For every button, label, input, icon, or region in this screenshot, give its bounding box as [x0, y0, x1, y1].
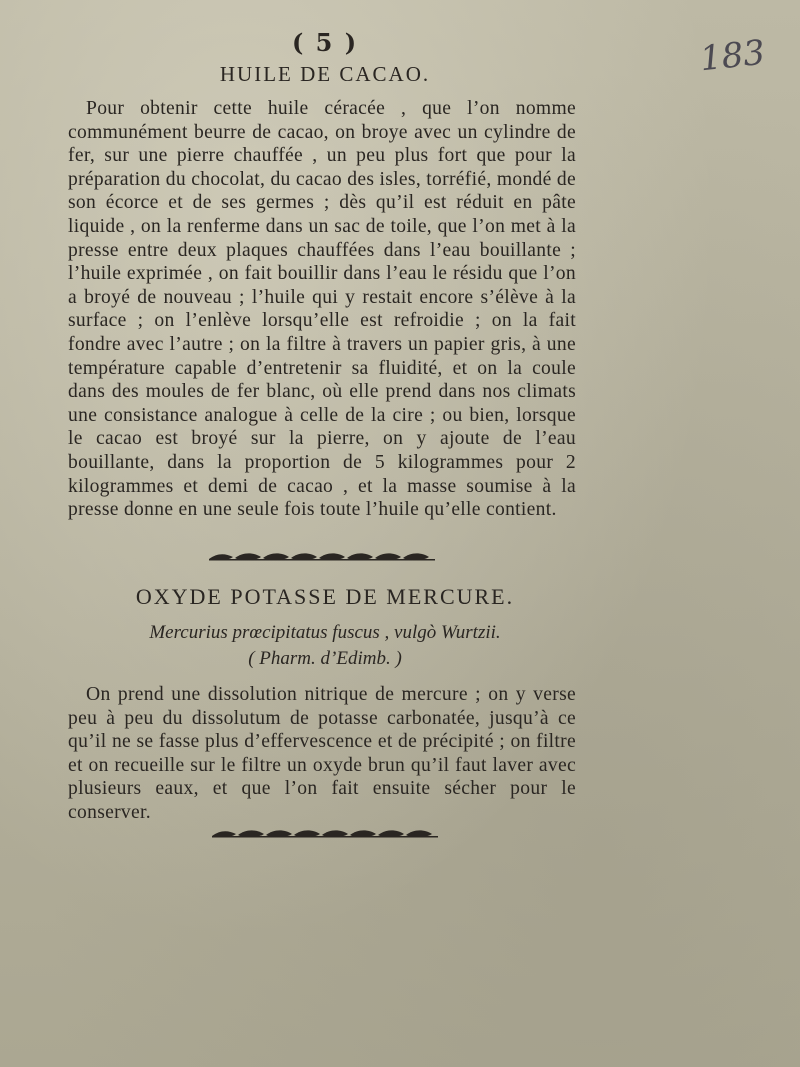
- section-title-oxyde-potasse: OXYDE POTASSE DE MERCURE.: [135, 584, 515, 609]
- section-title-huile-de-cacao: HUILE DE CACAO.: [219, 62, 431, 86]
- latin-name: Mercurius prœcipitatus fuscus , vulgò Wurtzii.: [149, 622, 501, 643]
- section-body-oxyde-potasse: On prend une dissolution nitrique de mercure ; on y verse peu à peu du dissolutum de potasse carbonatée, jusqu’à ce qu’il ne se fasse plus d’effervescence et de précipité ; on filtre et on recueille sur le filtre un oxyde brun qu’il faut laver avec plusieurs eaux, et que l’on fait ensuite sécher pour le conserver.: [68, 684, 576, 823]
- section-body-huile-de-cacao: Pour obtenir cette huile céracée , que l’on nomme communément beurre de cacao, on broye avec un cylindre de fer, sur une pierre chauffée , un peu plus fort que pour la préparation du chocolat, du cacao des isles, torréfié, mondé de son écorce et de ses germes ; dès qu’il est réduit en pâte liquide , on la renferme dans un sac de toile, que l’on met à la presse entre deux plaques chauffées dans l’eau bouillante ; l’huile exprimée , on fait bouillir dans l’eau le résidu que l’on a broyé de nouveau ; l’huile qui y restait encore s’élève à la surface ; on l’enlève lorsqu’elle est refroidie ; on la fait fondre avec l’autre ; on la filtre à travers un papier gris, à une température capable d’entretenir sa fluidité, et on la coule dans des moules de fer blanc, où elle prend dans nos climats une consistance analogue à celle de la cire ; ou bien, lorsque le cacao est broyé sur la pierre, on y ajoute de l’eau bouillante, dans la proportion de 5 kilogrammes pour 2 kilogrammes et demi de cacao , et la masse soumise à la presse donne en une seule fois toute l’huile qu’elle contient.: [68, 98, 576, 521]
- pharmacopoeia-reference: ( Pharm. d’Edimb. ): [248, 648, 402, 669]
- ornamental-divider-icon: [207, 551, 439, 563]
- ornamental-divider-icon: [210, 828, 442, 840]
- page-number: ( 5 ): [291, 28, 359, 57]
- folio-number: 183: [698, 32, 767, 80]
